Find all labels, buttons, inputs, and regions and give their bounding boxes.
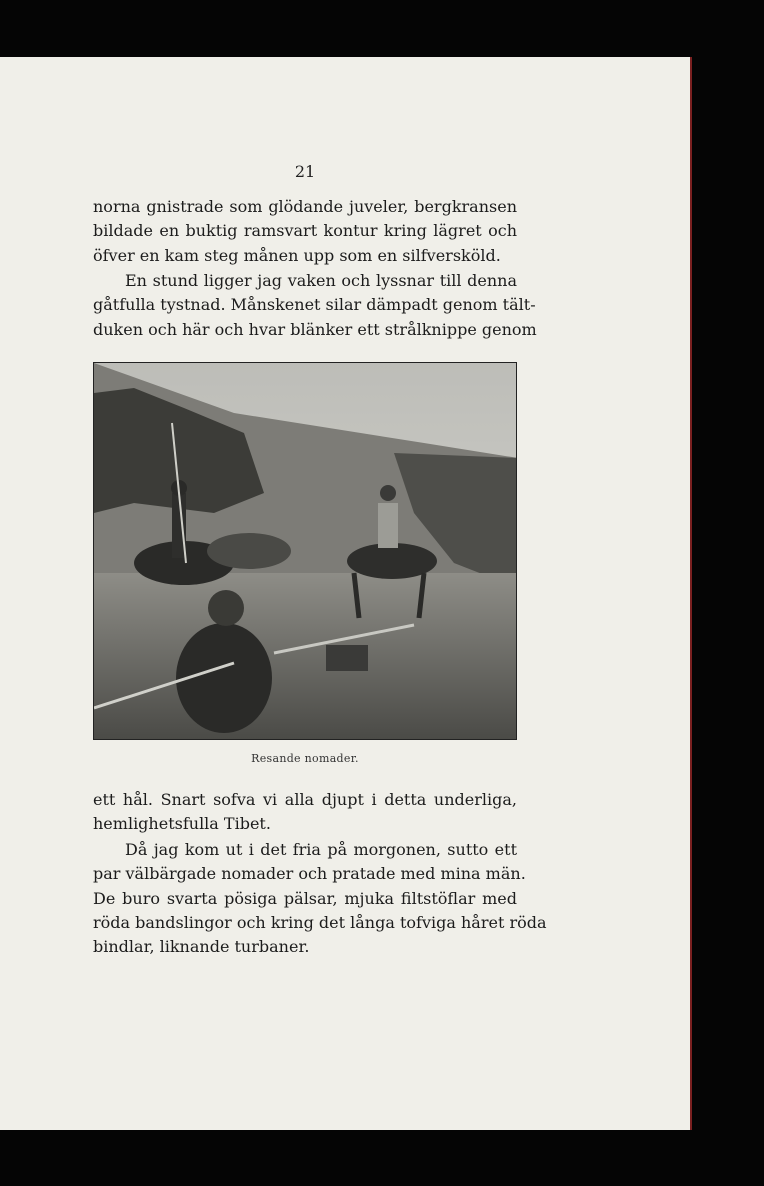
book-page	[0, 57, 692, 1130]
text-line: öfver en kam steg månen upp som en silfversköld.	[93, 245, 501, 265]
text-line: gåtfulla tystnad. Månskenet silar dämpadt genom tält-	[93, 295, 536, 315]
text-line: ett hål. Snart sofva vi alla djupt i detta underliga,	[93, 790, 517, 809]
paragraph-3	[93, 788, 517, 837]
page-number: 21	[294, 162, 316, 181]
paragraph-2	[93, 269, 537, 342]
text-line: Då jag kom ut i det fria på morgonen, sutto ett	[125, 840, 517, 859]
text-line: par välbärgade nomader och pratade med mina män.	[93, 864, 526, 884]
text-line: norna gnistrade som glödande juveler, bergkransen	[93, 197, 517, 216]
text-line: bildade en buktig ramsvart kontur kring lägret och	[93, 221, 517, 241]
photo-caption: Resande nomader.	[251, 752, 359, 765]
paragraph-4	[93, 838, 547, 959]
text-line: röda bandslingor och kring det långa tofviga håret röda	[93, 912, 547, 932]
paragraph-1	[93, 195, 517, 268]
text-line: En stund ligger jag vaken och lyssnar till denna	[125, 271, 517, 290]
text-line: bindlar, liknande turbaner.	[93, 937, 310, 957]
photo-illustration	[94, 363, 517, 740]
text-line: De buro svarta pösiga pälsar, mjuka filtstöflar med	[93, 888, 517, 908]
text-line: duken och här och hvar blänker ett strålknippe genom	[93, 319, 537, 339]
photo-nomads	[93, 362, 517, 740]
text-line: hemlighetsfulla Tibet.	[93, 814, 271, 834]
